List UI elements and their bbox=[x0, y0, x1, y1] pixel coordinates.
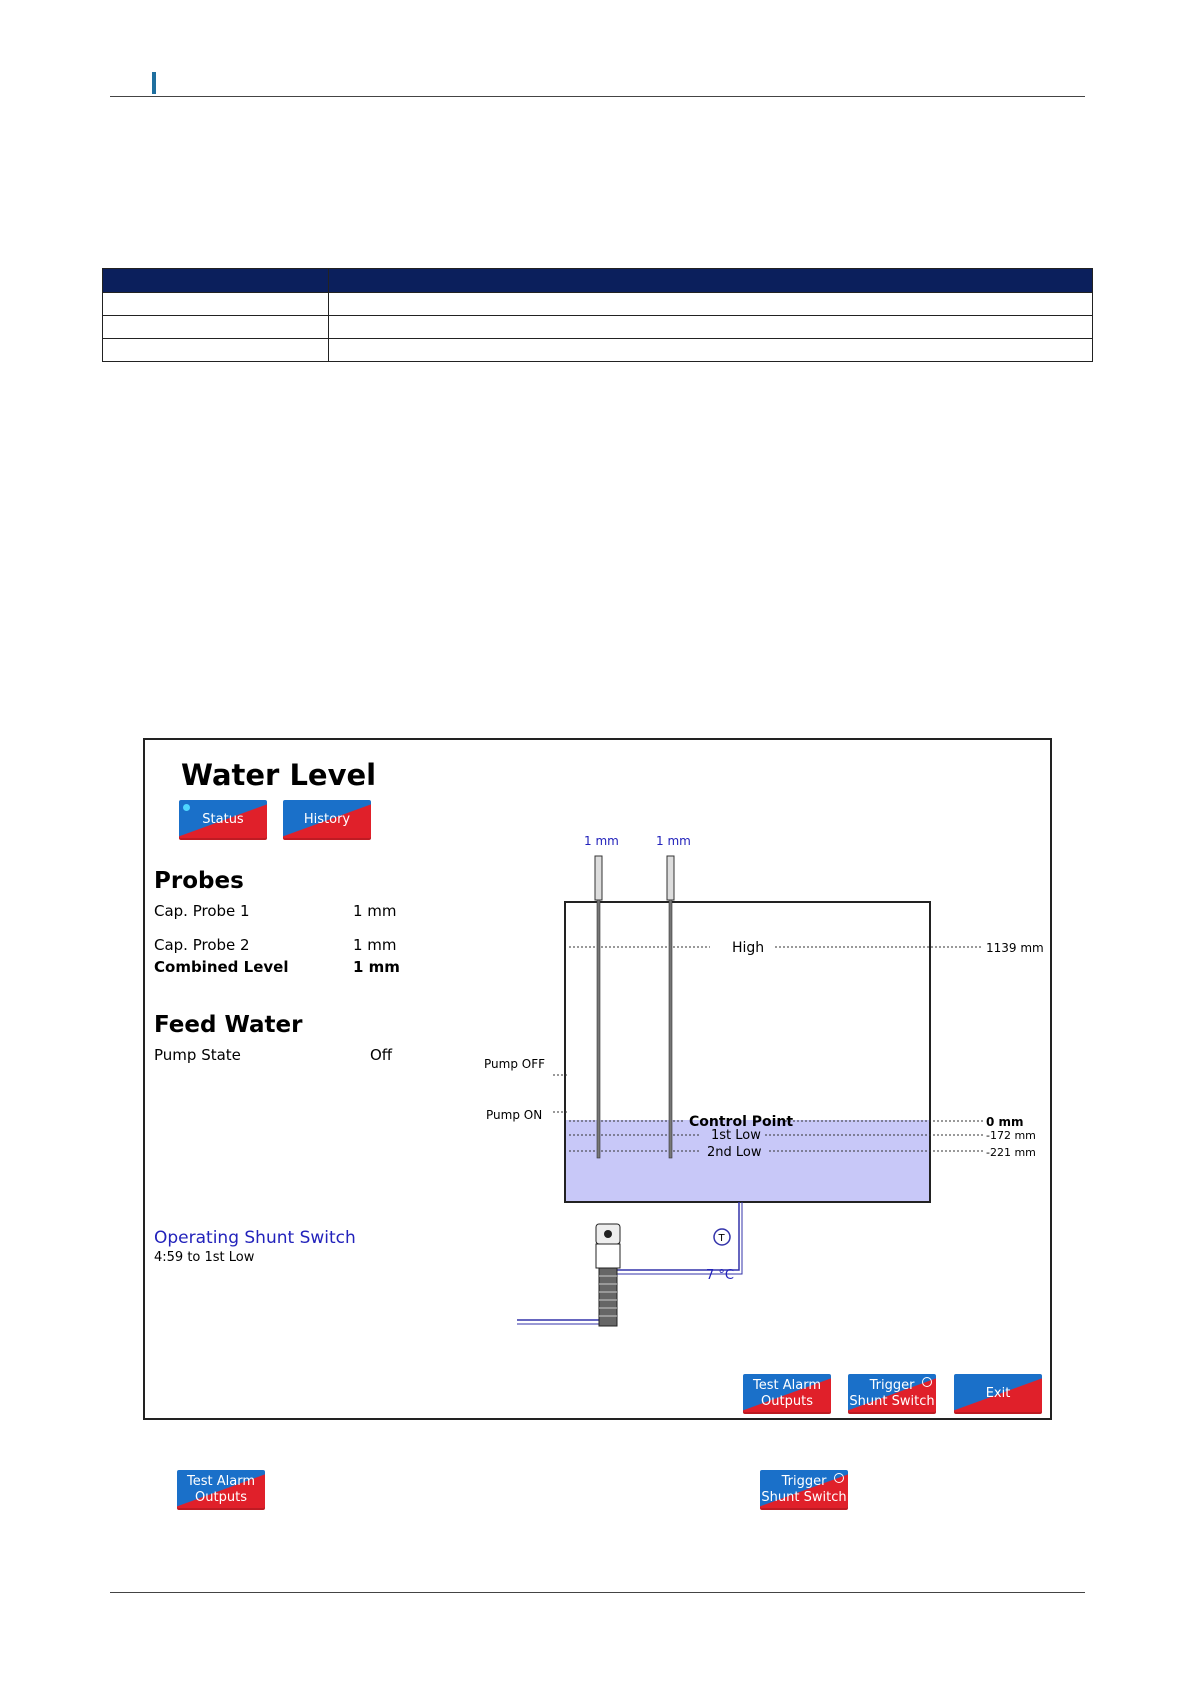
footer-rule bbox=[110, 1592, 1085, 1593]
table-cell bbox=[329, 293, 1093, 316]
table-cell bbox=[329, 339, 1093, 362]
test-alarm-line2: Outputs bbox=[195, 1490, 247, 1505]
table-cell bbox=[103, 316, 329, 339]
pump-on-label: Pump ON bbox=[486, 1108, 543, 1122]
shunt-timer-text: 4:59 to 1st Low bbox=[154, 1250, 255, 1265]
boiler-diagram bbox=[145, 740, 1050, 1418]
test-alarm-line1: Test Alarm bbox=[187, 1474, 255, 1489]
water-level-screen bbox=[143, 738, 1052, 1420]
control-point-label: Control Point bbox=[689, 1114, 794, 1130]
probe1-reading: 1 mm bbox=[584, 834, 619, 848]
probe2-value: 1 mm bbox=[353, 936, 397, 954]
temperature-reading: 7 °C bbox=[706, 1268, 734, 1283]
probe2-head bbox=[667, 856, 674, 900]
probe1-rod bbox=[597, 900, 600, 1158]
table-row bbox=[103, 339, 1093, 362]
clock-icon bbox=[834, 1473, 844, 1483]
table-header-row bbox=[103, 269, 1093, 293]
trigger-shunt-switch-button[interactable] bbox=[848, 1374, 936, 1414]
pump-off-label: Pump OFF bbox=[484, 1057, 546, 1071]
feed-water-heading: Feed Water bbox=[154, 1012, 303, 1038]
clock-icon bbox=[922, 1377, 932, 1387]
shunt-status-text: Operating Shunt Switch bbox=[154, 1228, 356, 1248]
probe1-value: 1 mm bbox=[353, 902, 397, 920]
table-header-cell bbox=[329, 269, 1093, 293]
table-row bbox=[103, 316, 1093, 339]
probes-heading: Probes bbox=[154, 868, 244, 894]
status-tab-label: Status bbox=[202, 812, 244, 827]
table-header-cell bbox=[103, 269, 329, 293]
combined-level-label: Combined Level bbox=[154, 958, 289, 976]
table-cell bbox=[103, 293, 329, 316]
trigger-line2: Shunt Switch bbox=[761, 1490, 847, 1505]
header-accent-bar bbox=[152, 72, 156, 94]
test-alarm-line2: Outputs bbox=[761, 1394, 813, 1409]
second-low-label: 2nd Low bbox=[707, 1145, 762, 1160]
pump-state-label: Pump State bbox=[154, 1046, 241, 1064]
probe1-label: Cap. Probe 1 bbox=[154, 902, 250, 920]
combined-level-value: 1 mm bbox=[353, 958, 400, 976]
exit-button[interactable] bbox=[954, 1374, 1042, 1414]
probe2-rod bbox=[669, 900, 672, 1158]
info-table bbox=[102, 268, 1093, 362]
temperature-sensor-symbol: T bbox=[718, 1233, 725, 1244]
control-point-value: 0 mm bbox=[986, 1115, 1024, 1129]
pump-state-value: Off bbox=[370, 1046, 393, 1064]
probe1-head bbox=[595, 856, 602, 900]
trigger-line1: Trigger bbox=[781, 1474, 827, 1489]
exit-label: Exit bbox=[985, 1386, 1011, 1401]
history-tab-label: History bbox=[303, 812, 351, 827]
feed-pump-icon bbox=[596, 1224, 620, 1326]
first-low-value: -172 mm bbox=[986, 1129, 1036, 1142]
table-cell bbox=[329, 316, 1093, 339]
second-low-value: -221 mm bbox=[986, 1146, 1036, 1159]
trigger-line1: Trigger bbox=[869, 1378, 915, 1393]
trigger-shunt-switch-button-example[interactable] bbox=[760, 1470, 848, 1510]
table-cell bbox=[103, 339, 329, 362]
table-row bbox=[103, 293, 1093, 316]
trigger-line2: Shunt Switch bbox=[849, 1394, 935, 1409]
test-alarm-outputs-button-example[interactable] bbox=[177, 1470, 265, 1510]
probe2-label: Cap. Probe 2 bbox=[154, 936, 250, 954]
test-alarm-outputs-button[interactable] bbox=[743, 1374, 831, 1414]
screen-title: Water Level bbox=[181, 758, 377, 792]
high-label: High bbox=[732, 940, 765, 956]
first-low-label: 1st Low bbox=[711, 1128, 761, 1143]
header-rule bbox=[110, 96, 1085, 97]
test-alarm-line1: Test Alarm bbox=[753, 1378, 821, 1393]
high-value: 1139 mm bbox=[986, 941, 1044, 955]
probe2-reading: 1 mm bbox=[656, 834, 691, 848]
